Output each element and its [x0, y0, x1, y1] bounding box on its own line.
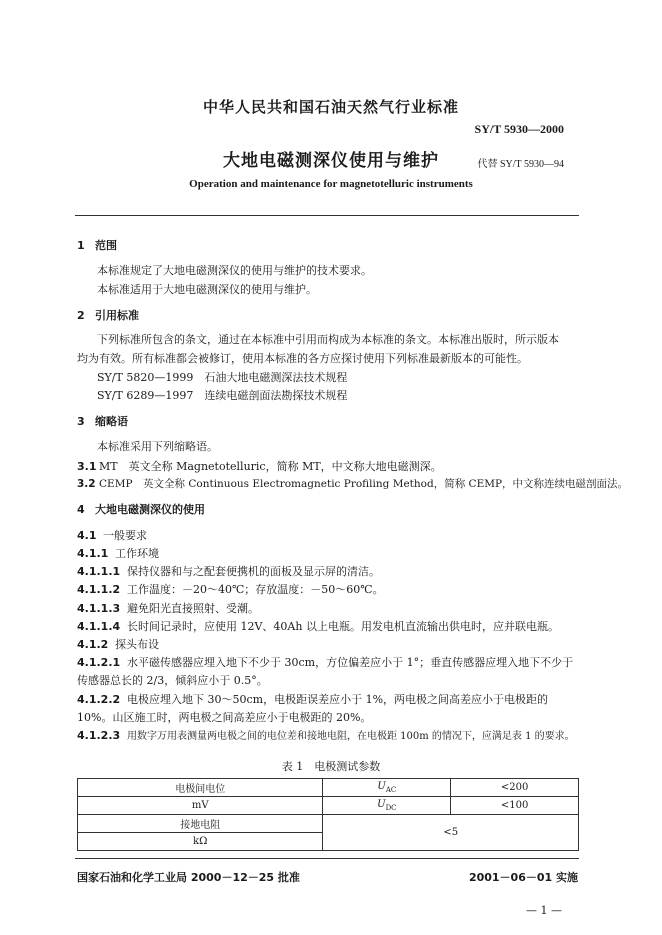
symbol-subscript: DC	[385, 804, 397, 812]
clause-4-1	[77, 527, 147, 543]
reference-item: SY/T 6289—1997 连续电磁剖面法勘探技术规程	[97, 389, 348, 402]
clause-4-1-1-4	[77, 618, 559, 634]
table-cell: <5	[323, 815, 579, 851]
clause-number: 3.1	[77, 460, 97, 473]
approval-line: 国家石油和化学工业局 2000－12－25 批准	[77, 871, 300, 884]
clause-3-1	[77, 458, 442, 474]
table-cell: 接地电阻	[78, 815, 323, 833]
symbol: U	[377, 781, 386, 792]
clause-4-1-1	[77, 545, 159, 561]
clause-3-2	[77, 476, 628, 491]
reference-item: SY/T 5820—1999 石油大地电磁测深法技术规程	[97, 371, 348, 384]
table-cell: kΩ	[78, 833, 323, 851]
paragraph: 本标准规定了大地电磁测深仪的使用与维护的技术要求。	[97, 264, 372, 277]
table-row	[78, 815, 579, 833]
clause-text: 保持仪器和与之配套便携机的面板及显示屏的清洁。	[127, 565, 380, 578]
clause-4-1-2-2	[77, 691, 548, 707]
clause-4-1-2	[77, 636, 159, 652]
paragraph: 本标准采用下列缩略语。	[97, 440, 218, 453]
clause-text: MT 英文全称 Magnetotelluric，简称 MT，中文称大地电磁测深。	[99, 460, 442, 473]
page-number: — 1 —	[526, 904, 562, 917]
clause-number: 3.2	[77, 478, 96, 490]
clause-number: 4.1	[77, 529, 97, 542]
clause-text: 长时间记录时，应使用 12V、40Ah 以上电瓶。用发电机直流输出供电时，应并联电瓶。	[127, 620, 559, 633]
clause-4-1-2-3	[77, 727, 575, 742]
clause-number: 4.1.2.2	[77, 693, 121, 706]
english-title: Operation and maintenance for magnetotelluric instruments	[189, 178, 473, 190]
table-cell	[323, 779, 451, 797]
clause-text: CEMP 英文全称 Continuous Electromagnetic Profiling Method，简称 CEMP，中文称连续电磁剖面法。	[99, 478, 629, 490]
section-number: 2	[77, 309, 85, 322]
table-row	[78, 779, 579, 797]
industry-standard-heading: 中华人民共和国石油天然气行业标准	[202, 98, 459, 116]
section-1-heading	[77, 237, 117, 253]
clause-number: 4.1.2	[77, 638, 109, 651]
table-row	[78, 797, 579, 815]
electrode-test-parameters-table	[77, 778, 579, 851]
footer-divider	[75, 858, 579, 859]
section-number: 3	[77, 415, 85, 428]
clause-text-continuation: 10%。山区施工时，两电极之间高差应小于电极距的 20%。	[77, 711, 372, 724]
section-number: 4	[77, 503, 85, 516]
clause-number: 4.1.1	[77, 547, 109, 560]
clause-text: 探头布设	[115, 638, 159, 651]
clause-number: 4.1.2.3	[77, 729, 121, 742]
table-cell	[323, 797, 451, 815]
clause-4-1-2-1	[77, 654, 573, 670]
symbol-subscript: AC	[385, 786, 397, 794]
clause-text: 用数字万用表测量两电极之间的电位差和接地电阻，在电极距 100m 的情况下，应满足表 1 的要求。	[127, 731, 575, 742]
header-divider	[75, 215, 579, 216]
clause-number: 4.1.1.1	[77, 565, 121, 578]
symbol: U	[377, 799, 386, 810]
section-2-heading	[77, 307, 139, 323]
clause-number: 4.1.1.2	[77, 583, 121, 596]
paragraph: 下列标准所包含的条文，通过在本标准中引用而构成为本标准的条文。本标准出版时，所示版本	[97, 333, 559, 346]
clause-text: 工作环境	[115, 547, 159, 560]
table-cell: 电极间电位	[78, 779, 323, 797]
table-cell: mV	[78, 797, 323, 815]
clause-text: 工作温度：－20～40℃；存放温度：－50～60℃。	[127, 583, 384, 596]
standard-number: SY/T 5930—2000	[474, 122, 564, 136]
clause-4-1-1-1	[77, 563, 380, 579]
section-title: 范围	[95, 239, 117, 252]
clause-text: 水平磁传感器应埋入地下不少于 30cm，方位偏差应小于 1°；垂直传感器应埋入地下不少于	[127, 656, 574, 669]
table-caption: 表 1 电极测试参数	[281, 760, 381, 773]
clause-4-1-1-3	[77, 600, 259, 616]
document-title: 大地电磁测深仪使用与维护	[223, 151, 439, 171]
table-cell: <200	[451, 779, 579, 797]
replaces-standard: 代替 SY/T 5930—94	[477, 159, 564, 170]
clause-number: 4.1.1.4	[77, 620, 121, 633]
clause-number: 4.1.1.3	[77, 602, 121, 615]
section-3-heading	[77, 413, 128, 429]
clause-4-1-1-2	[77, 581, 384, 597]
section-title: 引用标准	[95, 309, 139, 322]
clause-text: 电极应埋入地下 30～50cm，电极距误差应小于 1%，两电极之间高差应小于电极距的	[127, 693, 549, 706]
section-number: 1	[77, 239, 85, 252]
clause-text-continuation: 传感器总长的 2/3，倾斜应小于 0.5°。	[77, 674, 268, 687]
effective-date: 2001－06－01 实施	[468, 871, 578, 884]
clause-text: 避免阳光直接照射、受潮。	[127, 602, 259, 615]
table-cell: <100	[451, 797, 579, 815]
section-4-heading	[77, 501, 205, 517]
paragraph: 本标准适用于大地电磁测深仪的使用与维护。	[97, 283, 317, 296]
section-title: 大地电磁测深仪的使用	[95, 503, 205, 516]
clause-text: 一般要求	[103, 529, 147, 542]
paragraph: 均为有效。所有标准都会被修订，使用本标准的各方应探讨使用下列标准最新版本的可能性。	[77, 352, 528, 365]
clause-number: 4.1.2.1	[77, 656, 121, 669]
section-title: 缩略语	[95, 415, 128, 428]
